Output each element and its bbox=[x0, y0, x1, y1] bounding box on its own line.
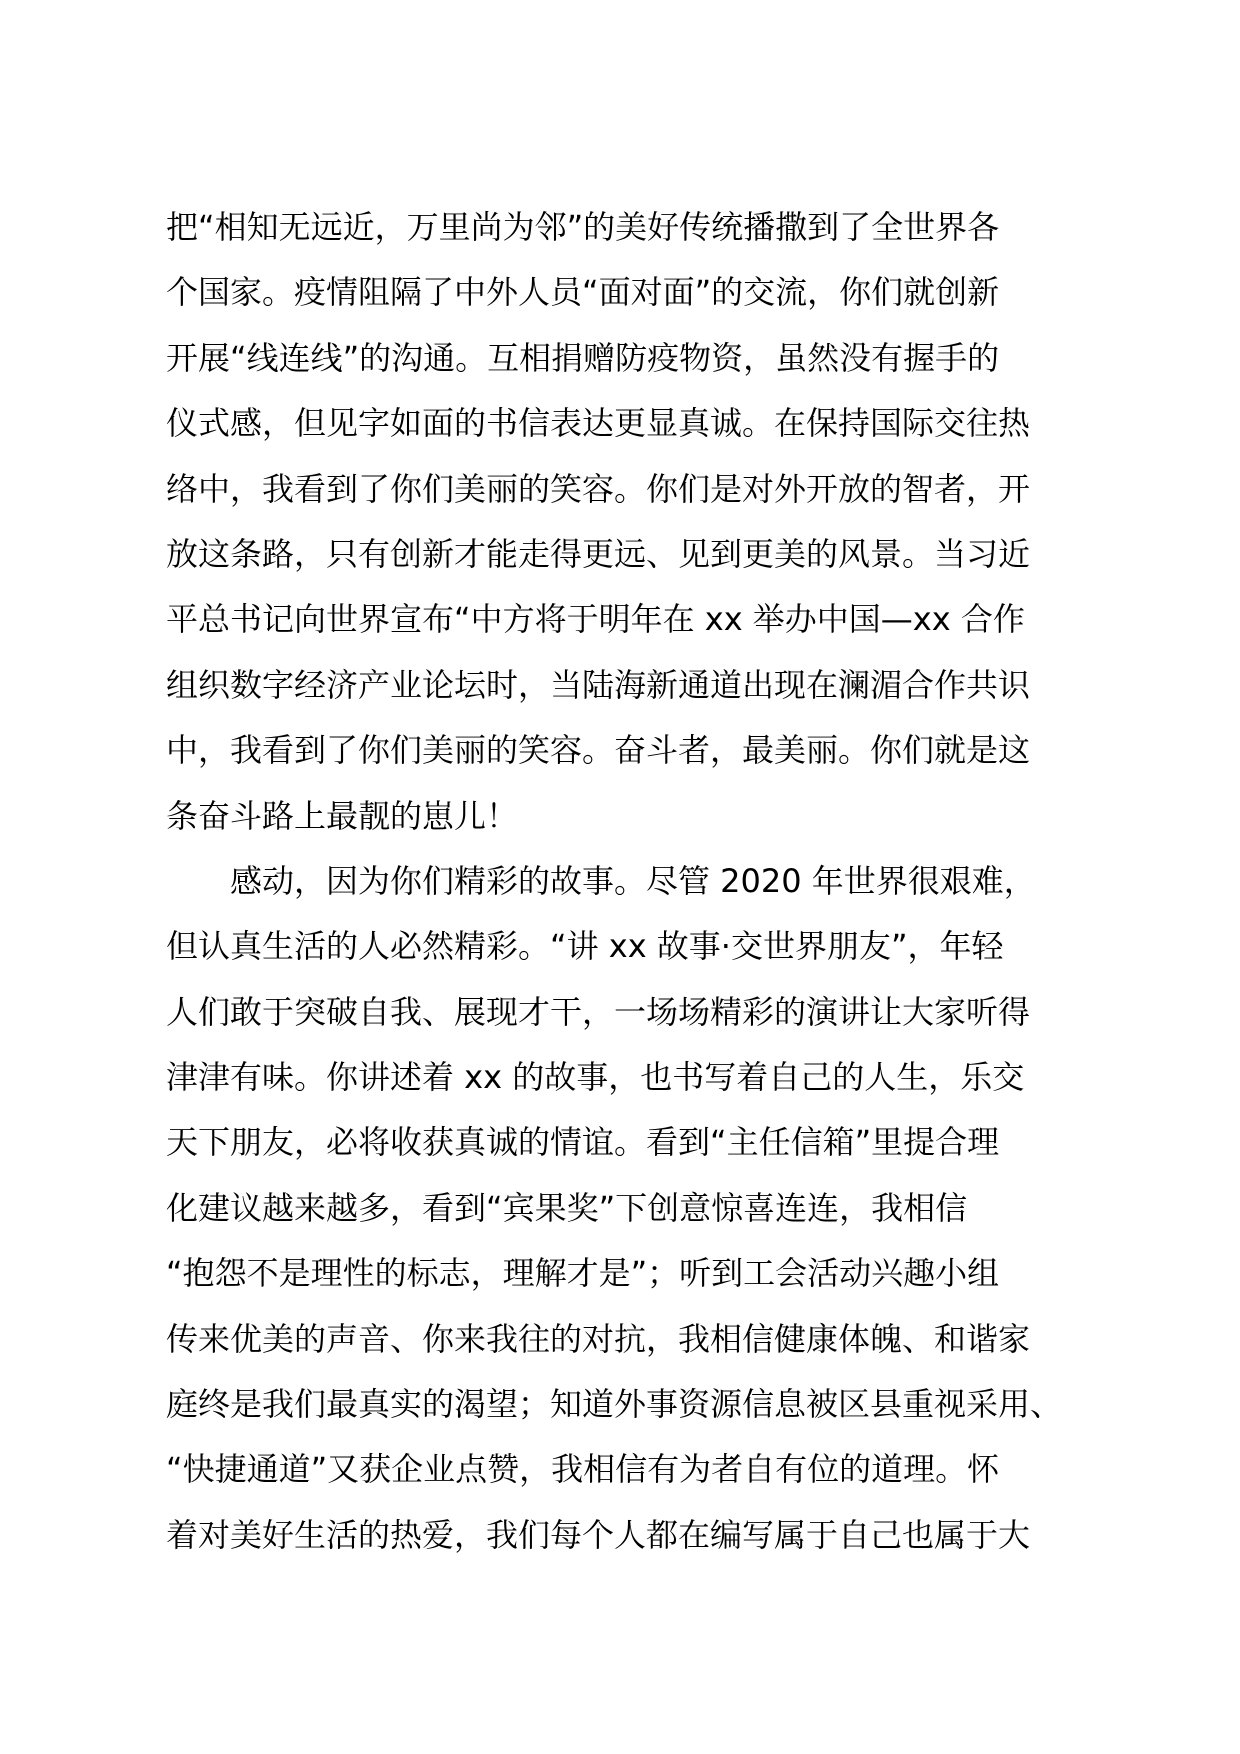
text-line-18: 传来优美的声音、你来我往的对抗，我相信健康体魄、和谐家 bbox=[166, 1319, 1031, 1358]
text-line-12: 但认真生活的人必然精彩。“讲 xx 故事·交世界朋友”，年轻 bbox=[166, 927, 1004, 966]
text-line-20: “快捷通道”又获企业点赞，我相信有为者自有位的道理。怀 bbox=[166, 1450, 1000, 1489]
text-line-9: 中，我看到了你们美丽的笑容。奋斗者，最美丽。你们就是这 bbox=[166, 731, 1031, 770]
text-line-3: 开展“线连线”的沟通。互相捐赠防疫物资，虽然没有握手的 bbox=[166, 338, 1000, 377]
text-line-1: 把“相知无远近，万里尚为邻”的美好传统播撒到了全世界各 bbox=[166, 208, 1000, 246]
text-line-2: 个国家。疫情阻隔了中外人员“面对面”的交流，你们就创新 bbox=[166, 273, 1000, 312]
text-line-4: 仪式感，但见字如面的书信表达更显真诚。在保持国际交往热 bbox=[166, 404, 1031, 443]
text-line-16: 化建议越来越多，看到“宾果奖”下创意惊喜连连，我相信 bbox=[166, 1188, 968, 1227]
text-line-11: 感动，因为你们精彩的故事。尽管 2020 年世界很艰难， bbox=[166, 861, 1036, 900]
text-line-21: 着对美好生活的热爱，我们每个人都在编写属于自己也属于大 bbox=[166, 1515, 1031, 1554]
text-line-6: 放这条路，只有创新才能走得更远、见到更美的风景。当习近 bbox=[166, 534, 1031, 573]
text-line-13: 人们敢于突破自我、展现才干，一场场精彩的演讲让大家听得 bbox=[166, 992, 1031, 1031]
text-line-14: 津津有味。你讲述着 xx 的故事，也书写着自己的人生，乐交 bbox=[166, 1058, 1025, 1097]
text-line-17: “抱怨不是理性的标志，理解才是”；听到工会活动兴趣小组 bbox=[166, 1254, 1000, 1293]
text-line-10: 条奋斗路上最靓的崽儿！ bbox=[166, 796, 519, 835]
text-line-15: 天下朋友，必将收获真诚的情谊。看到“主任信箱”里提合理 bbox=[166, 1123, 1000, 1162]
text-line-19: 庭终是我们最真实的渴望；知道外事资源信息被区县重视采用、 bbox=[166, 1385, 1063, 1424]
text-line-7: 平总书记向世界宣布“中方将于明年在 xx 举办中国—xx 合作 bbox=[166, 600, 1025, 639]
text-line-8: 组织数字经济产业论坛时，当陆海新通道出现在澜湄合作共识 bbox=[166, 665, 1031, 704]
body-text bbox=[166, 195, 1086, 1568]
text-line-5: 络中，我看到了你们美丽的笑容。你们是对外开放的智者，开 bbox=[166, 469, 1031, 508]
